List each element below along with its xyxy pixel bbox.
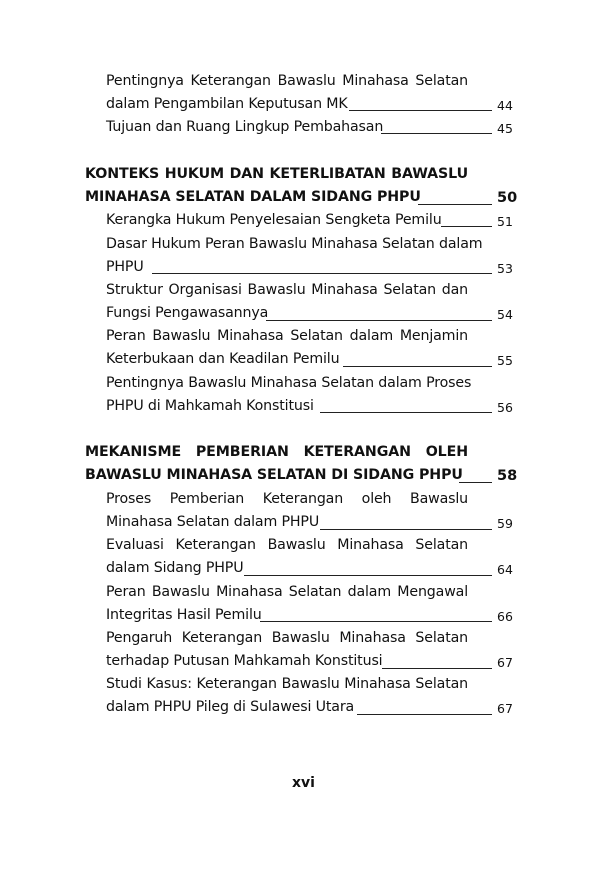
toc-entry-page: 53 bbox=[497, 261, 513, 276]
toc-entry-text: Integritas Hasil Pemilu bbox=[106, 607, 262, 623]
toc-entry-text: Peran Bawaslu Minahasa Selatan dalam Menjamin bbox=[106, 328, 468, 344]
toc-entry-text: Minahasa Selatan dalam PHPU bbox=[106, 514, 320, 530]
toc-entry-page: 54 bbox=[497, 307, 513, 322]
page-number: xvi bbox=[292, 775, 315, 791]
dot-leader bbox=[152, 273, 492, 274]
dot-leader bbox=[266, 320, 492, 321]
toc-entry-text: dalam Sidang PHPU bbox=[106, 560, 244, 576]
chapter-page: 50 bbox=[497, 190, 518, 206]
toc-entry-text: dalam PHPU Pileg di Sulawesi Utara bbox=[106, 699, 355, 715]
toc-entry-page: 59 bbox=[497, 516, 513, 531]
toc-entry-text: terhadap Putusan Mahkamah Konstitusi bbox=[106, 653, 383, 669]
dot-leader bbox=[244, 575, 492, 576]
dot-leader bbox=[381, 133, 492, 134]
toc-entry-text: PHPU di Mahkamah Konstitusi bbox=[106, 398, 314, 414]
dot-leader bbox=[260, 621, 492, 622]
chapter-title: KONTEKS HUKUM DAN KETERLIBATAN BAWASLU bbox=[85, 166, 468, 182]
toc-entry-page: 55 bbox=[497, 353, 513, 368]
dot-leader bbox=[418, 204, 492, 205]
toc-entry-text: Struktur Organisasi Bawaslu Minahasa Selatan dan bbox=[106, 282, 468, 298]
toc-entry-text: Proses Pemberian Keterangan oleh Bawaslu bbox=[106, 491, 468, 507]
toc-entry-page: 67 bbox=[497, 701, 513, 716]
toc-entry-text: dalam Pengambilan Keputusan MK bbox=[106, 96, 348, 112]
toc-entry-text: Peran Bawaslu Minahasa Selatan dalam Mengawal bbox=[106, 584, 468, 600]
dot-leader bbox=[357, 714, 492, 715]
toc-entry-page: 44 bbox=[497, 98, 513, 113]
toc-entry-text: Pentingnya Bawaslu Minahasa Selatan dalam Proses bbox=[106, 375, 472, 391]
toc-entry-page: 51 bbox=[497, 214, 513, 229]
dot-leader bbox=[320, 529, 492, 530]
toc-entry-text: Fungsi Pengawasannya bbox=[106, 305, 269, 321]
toc-entry-text: Tujuan dan Ruang Lingkup Pembahasan bbox=[106, 119, 384, 135]
toc-entry-text: Pengaruh Keterangan Bawaslu Minahasa Selatan bbox=[106, 630, 468, 646]
dot-leader bbox=[459, 482, 492, 483]
toc-entry-text: Pentingnya Keterangan Bawaslu Minahasa Selatan bbox=[106, 73, 468, 89]
toc-entry-page: 45 bbox=[497, 121, 513, 136]
dot-leader bbox=[320, 412, 492, 413]
chapter-title: BAWASLU MINAHASA SELATAN DI SIDANG PHPU bbox=[85, 467, 463, 483]
toc-entry-text: Studi Kasus: Keterangan Bawaslu Minahasa Selatan bbox=[106, 676, 468, 692]
chapter-title: MINAHASA SELATAN DALAM SIDANG PHPU bbox=[85, 189, 421, 205]
toc-entry-text: Keterbukaan dan Keadilan Pemilu bbox=[106, 351, 340, 367]
dot-leader bbox=[349, 110, 492, 111]
toc-entry-page: 67 bbox=[497, 655, 513, 670]
toc-entry-text: PHPU bbox=[106, 259, 144, 275]
chapter-page: 58 bbox=[497, 468, 518, 484]
toc-entry-page: 66 bbox=[497, 609, 513, 624]
dot-leader bbox=[343, 366, 492, 367]
dot-leader bbox=[382, 668, 492, 669]
toc-entry-page: 64 bbox=[497, 562, 513, 577]
toc-entry-text: Kerangka Hukum Penyelesaian Sengketa Pemilu bbox=[106, 212, 442, 228]
chapter-title: MEKANISME PEMBERIAN KETERANGAN OLEH bbox=[85, 444, 468, 460]
dot-leader bbox=[441, 226, 492, 227]
toc-entry-text: Dasar Hukum Peran Bawaslu Minahasa Selatan dalam bbox=[106, 236, 483, 252]
toc-entry-text: Evaluasi Keterangan Bawaslu Minahasa Selatan bbox=[106, 537, 468, 553]
toc-entry-page: 56 bbox=[497, 400, 513, 415]
